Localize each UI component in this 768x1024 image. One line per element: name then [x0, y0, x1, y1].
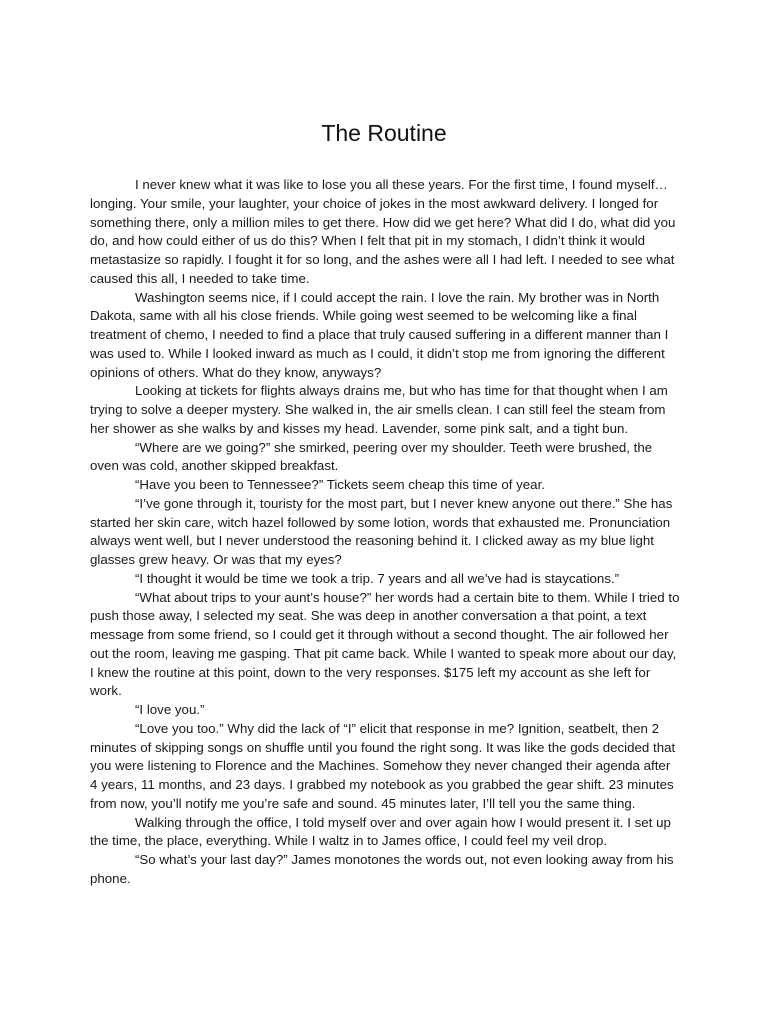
paragraph: “Have you been to Tennessee?” Tickets seem cheap this time of year.: [135, 477, 545, 492]
paragraph: “So what’s your last day?” James monotones the words out, not even looking away from his phone.: [90, 852, 674, 886]
paragraph: “I thought it would be time we took a trip. 7 years and all we’ve had is staycations.”: [135, 570, 620, 586]
document-body: [90, 176, 680, 889]
paragraph: “I love you.”: [135, 702, 205, 717]
paragraph: “I’ve gone through it, touristy for the most part, but I never knew anyone out there.” She has started her skin care, witch hazel followed by some lotion, words that exhausted me. Pronunciation always went well, but I never understood the reasoning behind it. I clicked away as my blue light glasses grew heavy. Or was that my eyes?: [90, 495, 673, 567]
document-title: The Routine: [321, 120, 447, 146]
paragraph: “Love you too.” Why did the lack of “I” elicit that response in me? Ignition, seatbelt, then 2 minutes of skipping songs on shuffle until you found the right song. It was like the gods decided that you were listening to Florence and the Machines. Somehow they never changed their agenda after 4 years, 11 months, and 23 days. I grabbed my notebook as you grabbed the gear shift. 23 minutes from now, you’ll notify me you’re safe and sound. 45 minutes later, I’ll tell you the same thing.: [90, 720, 676, 811]
paragraph: Washington seems nice, if I could accept the rain. I love the rain. My brother was in North Dakota, same with all his close friends. While going west seemed to be welcoming like a final treatment of chemo, I needed to find a place that truly caused suffering in a different manner than I was used to. While I looked inward as much as I could, it didn’t stop me from ignoring the different opinions of others. What do they know, anyways?: [90, 289, 669, 380]
paragraph: I never knew what it was like to lose you all these years. For the first time, I found myself…longing. Your smile, your laughter, your choice of jokes in the most awkward delivery. I longed for something there, only a million miles to get there. How did we get here? What did I do, what did you do, and how could either of us do this? When I felt that pit in my stomach, I didn’t think it would metastasize so rapidly. I fought it for so long, and the ashes were all I had left. I needed to see what caused this all, I needed to take time.: [90, 177, 676, 286]
paragraph: Looking at tickets for flights always drains me, but who has time for that thought when I am trying to solve a deeper mystery. She walked in, the air smells clean. I can still feel the steam from her shower as she walks by and kisses my head. Lavender, some pink salt, and a tight bun.: [90, 383, 668, 436]
paragraph: “What about trips to your aunt’s house?” her words had a certain bite to them. While I tried to push those away, I selected my seat. She was deep in another conversation a that point, a text message from some friend, so I could get it through without a second thought. The air followed her out the room, leaving me gasping. That pit came back. While I wanted to speak more about our day, I knew the routine at this point, down to the very responses. $175 left my account as she left for work.: [90, 589, 680, 699]
paragraph: Walking through the office, I told myself over and over again how I would present it. I set up the time, the place, everything. While I waltz in to James office, I could feel my veil drop.: [90, 814, 671, 849]
paragraph: “Where are we going?” she smirked, peering over my shoulder. Teeth were brushed, the oven was cold, another skipped breakfast.: [90, 439, 653, 474]
